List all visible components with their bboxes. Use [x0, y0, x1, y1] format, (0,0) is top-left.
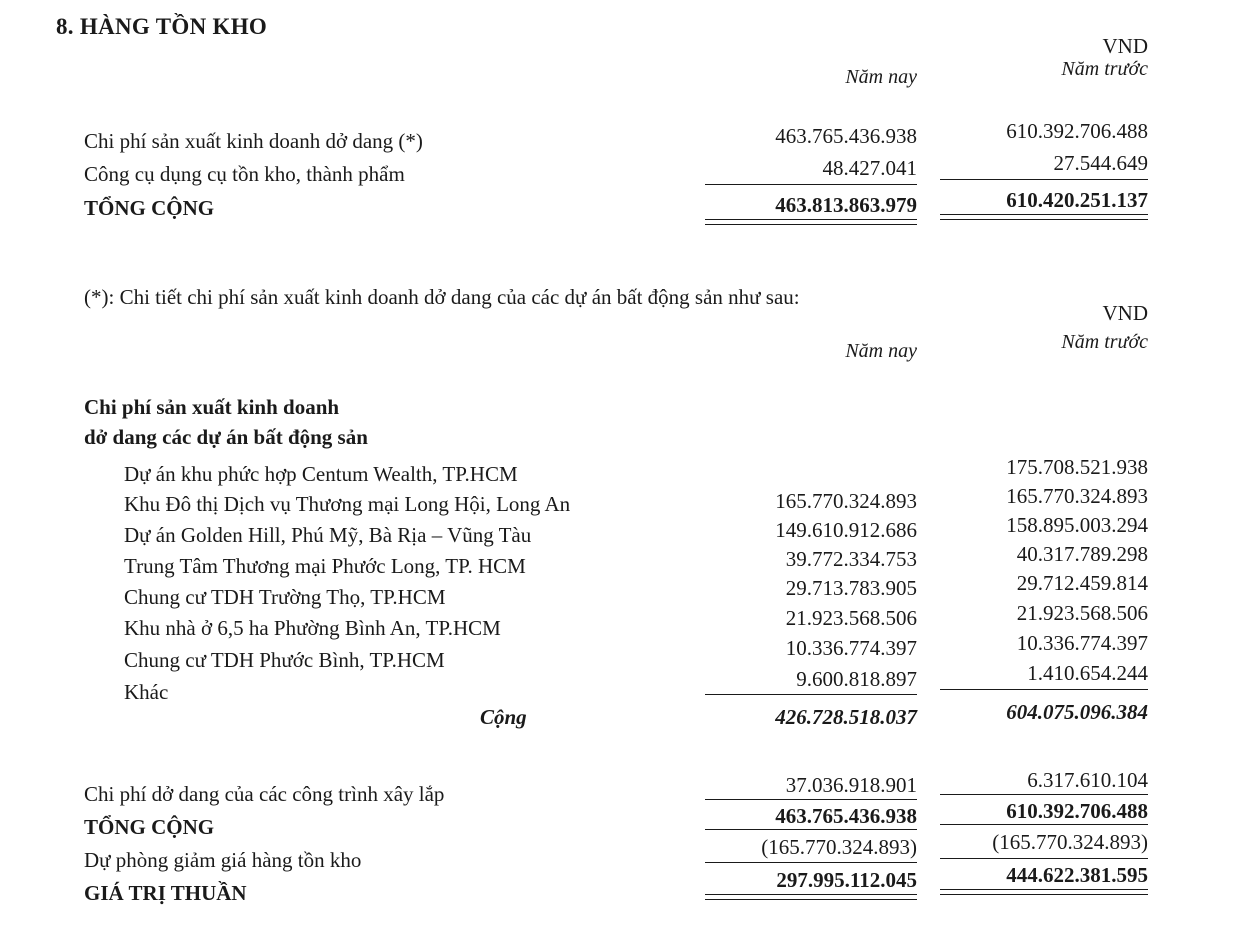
detail-total-current: 463.765.436.938 — [775, 804, 917, 828]
inventory-total-current: 463.813.863.979 — [775, 193, 917, 217]
inventory-row-previous-1: 27.544.649 — [1053, 151, 1148, 175]
construction-wip-previous: 6.317.610.104 — [1027, 768, 1148, 792]
column-header-previous-top: Năm trước — [1061, 58, 1148, 80]
rule-double-top-current — [705, 219, 917, 225]
project-current-2: 149.610.912.686 — [775, 518, 917, 542]
project-previous-1: 165.770.324.893 — [1006, 484, 1148, 508]
rule-top-current — [705, 184, 917, 185]
detail-group-heading-line1: Chi phí sản xuất kinh doanh — [84, 395, 340, 419]
inventory-total-previous: 610.420.251.137 — [1006, 188, 1148, 212]
project-previous-3: 40.317.789.298 — [1016, 542, 1148, 566]
net-value-label: GIÁ TRỊ THUẦN — [84, 881, 247, 905]
project-previous-6: 10.336.774.397 — [1016, 631, 1148, 655]
inventory-total-label: TỔNG CỘNG — [84, 196, 215, 220]
rule-double-net-previous — [940, 889, 1148, 895]
net-value-previous: 444.622.381.595 — [1006, 863, 1148, 887]
project-previous-2: 158.895.003.294 — [1006, 513, 1148, 537]
detail-total-previous: 610.392.706.488 — [1006, 799, 1148, 823]
project-label-7: Khác — [124, 680, 169, 704]
rule-subtotal-current — [705, 694, 917, 695]
project-label-5: Khu nhà ở 6,5 ha Phường Bình An, TP.HCM — [124, 616, 501, 640]
rule-detail-total-previous — [940, 794, 1148, 795]
project-current-3: 39.772.334.753 — [785, 547, 917, 571]
project-previous-4: 29.712.459.814 — [1016, 571, 1148, 595]
detail-subtotal-current: 426.728.518.037 — [775, 705, 917, 729]
inventory-row-label-0-text: Chi phí sản xuất kinh doanh dở dang (*) — [84, 129, 423, 153]
project-previous-0: 175.708.521.938 — [1006, 455, 1148, 479]
provision-label: Dự phòng giảm giá hàng tồn kho — [84, 848, 362, 872]
column-header-previous-detail: Năm trước — [1061, 331, 1148, 353]
project-previous-7: 1.410.654.244 — [1027, 661, 1148, 685]
project-current-1: 165.770.324.893 — [775, 489, 917, 513]
project-label-0: Dự án khu phức hợp Centum Wealth, TP.HCM — [124, 462, 518, 486]
project-current-4: 29.713.783.905 — [785, 576, 917, 600]
currency-unit-top: VND — [1102, 34, 1148, 58]
column-header-current-detail: Năm nay — [845, 340, 917, 362]
rule-double-top-previous — [940, 214, 1148, 220]
project-current-6: 10.336.774.397 — [785, 636, 917, 660]
detail-group-heading-line2: dở dang các dự án bất động sản — [84, 425, 368, 449]
construction-wip-current: 37.036.918.901 — [785, 773, 917, 797]
inventory-row-label-1: Công cụ dụng cụ tồn kho, thành phẩm — [84, 162, 405, 186]
project-label-6: Chung cư TDH Phước Bình, TP.HCM — [124, 648, 445, 672]
rule-provision-current — [705, 829, 917, 830]
project-label-2: Dự án Golden Hill, Phú Mỹ, Bà Rịa – Vũng Tàu — [124, 523, 532, 547]
project-previous-5: 21.923.568.506 — [1016, 601, 1148, 625]
inventory-row-current-0: 463.765.436.938 — [775, 124, 917, 148]
inventory-row-previous-0: 610.392.706.488 — [1006, 119, 1148, 143]
currency-unit-detail: VND — [1102, 301, 1148, 325]
inventory-row-label-0 — [84, 129, 423, 154]
inventory-row-current-1: 48.427.041 — [822, 156, 917, 180]
project-current-7: 9.600.818.897 — [796, 667, 917, 691]
detail-subtotal-label: Cộng — [480, 705, 527, 729]
provision-current: (165.770.324.893) — [761, 835, 917, 859]
rule-detail-total-current — [705, 799, 917, 800]
net-value-current: 297.995.112.045 — [776, 868, 917, 892]
construction-wip-label: Chi phí dở dang của các công trình xây lắp — [84, 782, 445, 806]
rule-net-current — [705, 862, 917, 863]
column-header-current-top: Năm nay — [845, 66, 917, 88]
provision-previous: (165.770.324.893) — [992, 830, 1148, 854]
detail-subtotal-previous: 604.075.096.384 — [1006, 700, 1148, 724]
project-current-5: 21.923.568.506 — [785, 606, 917, 630]
rule-net-previous — [940, 858, 1148, 859]
rule-top-previous — [940, 179, 1148, 180]
page-title: 8. HÀNG TỒN KHO — [56, 14, 268, 39]
project-label-3: Trung Tâm Thương mại Phước Long, TP. HCM — [124, 554, 526, 578]
project-label-4: Chung cư TDH Trường Thọ, TP.HCM — [124, 585, 446, 609]
rule-subtotal-previous — [940, 689, 1148, 690]
project-label-1: Khu Đô thị Dịch vụ Thương mại Long Hội, Long An — [124, 492, 571, 516]
rule-provision-previous — [940, 824, 1148, 825]
rule-double-net-current — [705, 894, 917, 900]
detail-total-label: TỔNG CỘNG — [84, 815, 215, 839]
detail-note: (*): Chi tiết chi phí sản xuất kinh doanh dở dang của các dự án bất động sản như sau: — [84, 285, 800, 309]
